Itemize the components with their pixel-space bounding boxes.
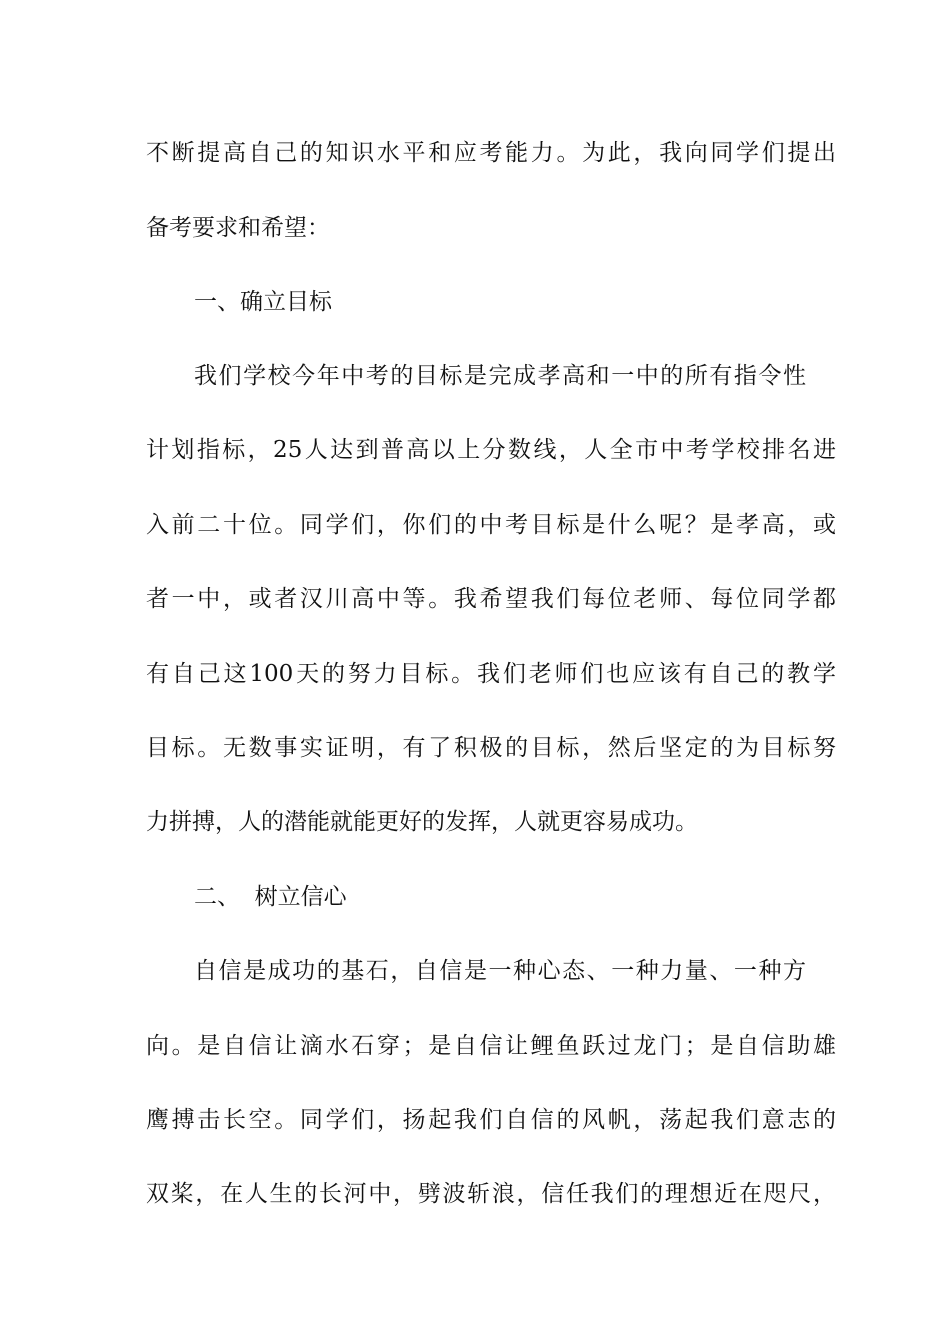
- paragraph-line: 鹰搏击长空。同学们，扬起我们自信的风帆，荡起我们意志的: [146, 1107, 836, 1133]
- paragraph-line: 入前二十位。同学们，你们的中考目标是什么呢？是孝高，或: [146, 512, 836, 538]
- paragraph-line: 双桨，在人生的长河中，劈波斩浪，信任我们的理想近在咫尺，: [146, 1181, 836, 1207]
- paragraph-line: 计划指标，25人达到普高以上分数线，人全市中考学校排名进: [146, 437, 836, 463]
- paragraph-line: 自信是成功的基石，自信是一种心态、一种力量、一种方: [194, 958, 806, 984]
- section-heading-1: 一、确立目标: [194, 289, 332, 315]
- paragraph-line: 有自己这100天的努力目标。我们老师们也应该有自己的教学: [146, 661, 836, 687]
- section-heading-2: 二、 树立信心: [194, 884, 347, 910]
- paragraph-line: 者一中，或者汉川高中等。我希望我们每位老师、每位同学都: [146, 586, 836, 612]
- paragraph-line: 向。是自信让滴水石穿；是自信让鲤鱼跃过龙门；是自信助雄: [146, 1033, 836, 1059]
- paragraph-line: 备考要求和希望：: [146, 215, 330, 241]
- paragraph-line: 目标。无数事实证明，有了积极的目标，然后坚定的为目标努: [146, 735, 836, 761]
- paragraph-line: 不断提高自己的知识水平和应考能力。为此，我向同学们提出: [146, 140, 836, 166]
- paragraph-line: 力拼搏，人的潜能就能更好的发挥，人就更容易成功。: [146, 809, 698, 835]
- paragraph-line: 我们学校今年中考的目标是完成孝高和一中的所有指令性: [194, 363, 806, 389]
